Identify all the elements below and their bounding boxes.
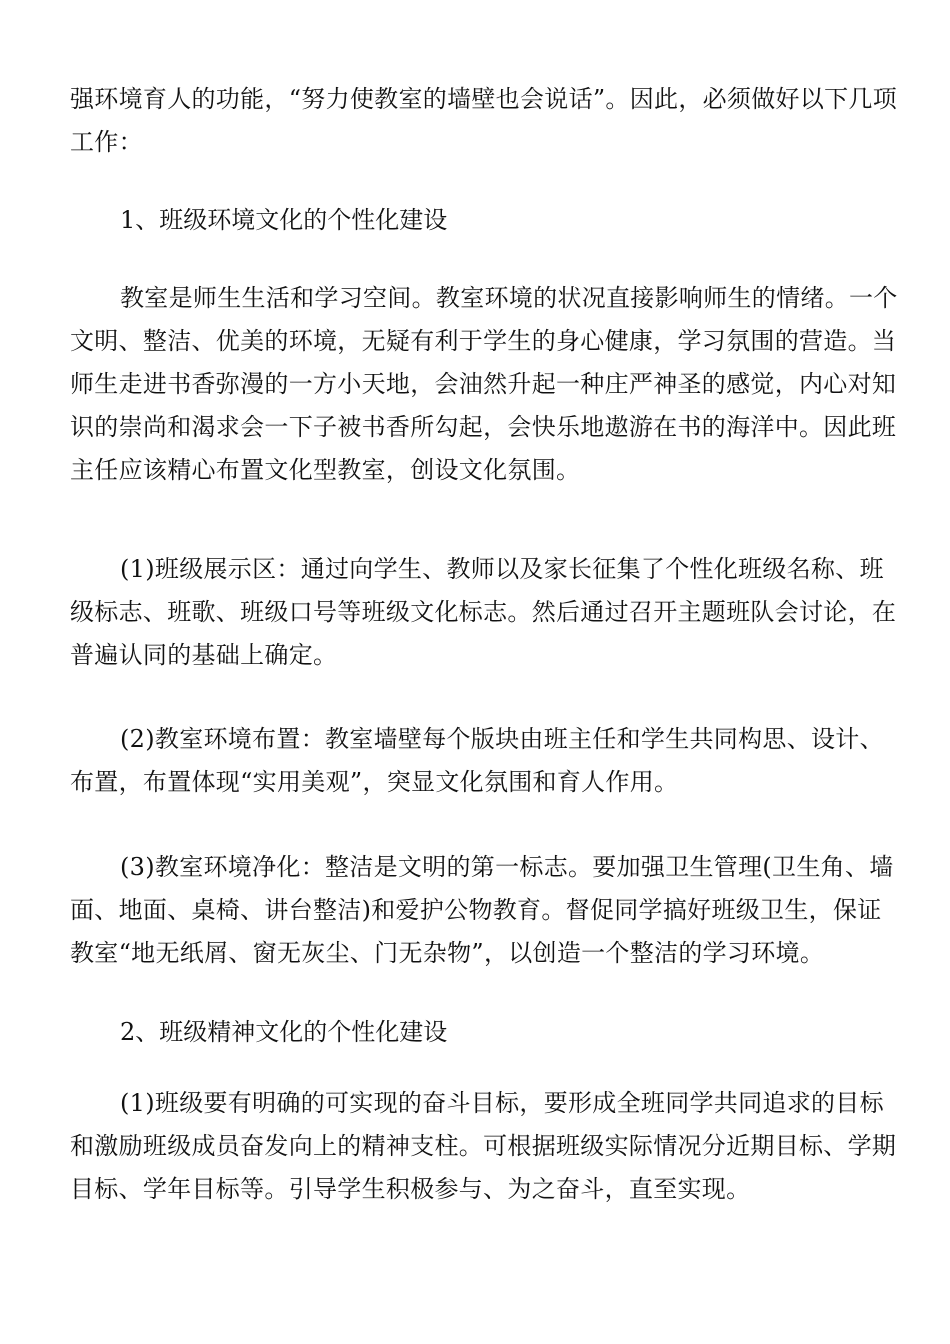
- section-heading-spirit-culture: 2、班级精神文化的个性化建设: [120, 1018, 448, 1046]
- paragraph-classroom-layout: (2)教室环境布置：教室墙壁每个版块由班主任和学生共同构思、设计、布置，布置体现“实用美观”，突显文化氛围和育人作用。: [70, 725, 884, 796]
- paragraph-classroom-cleaning: (3)教室环境净化：整洁是文明的第一标志。要加强卫生管理(卫生角、墙面、地面、桌椅、讲台整洁)和爱护公物教育。督促同学搞好班级卫生，保证教室“地无纸屑、窗无灰尘、门无杂物”，以创造一个整洁的学习环境。: [70, 853, 894, 967]
- section-heading-environment-culture: 1、班级环境文化的个性化建设: [120, 206, 448, 234]
- paragraph-class-goals: (1)班级要有明确的可实现的奋斗目标，要形成全班同学共同追求的目标和激励班级成员奋发向上的精神支柱。可根据班级实际情况分近期目标、学期目标、学年目标等。引导学生积极参与、为之奋斗，直至实现。: [70, 1089, 897, 1203]
- paragraph-intro-continuation: 强环境育人的功能，“努力使教室的墙壁也会说话”。因此，必须做好以下几项工作：: [70, 85, 898, 156]
- paragraph-classroom-environment: 教室是师生生活和学习空间。教室环境的状况直接影响师生的情绪。一个文明、整洁、优美的环境，无疑有利于学生的身心健康，学习氛围的营造。当师生走进书香弥漫的一方小天地，会油然升起一种庄严神圣的感觉，内心对知识的崇尚和渴求会一下子被书香所勾起，会快乐地遨游在书的海洋中。因此班主任应该精心布置文化型教室，创设文化氛围。: [70, 284, 898, 484]
- paragraph-class-display-area: (1)班级展示区：通过向学生、教师以及家长征集了个性化班级名称、班级标志、班歌、班级口号等班级文化标志。然后通过召开主题班队会讨论，在普遍认同的基础上确定。: [70, 555, 897, 669]
